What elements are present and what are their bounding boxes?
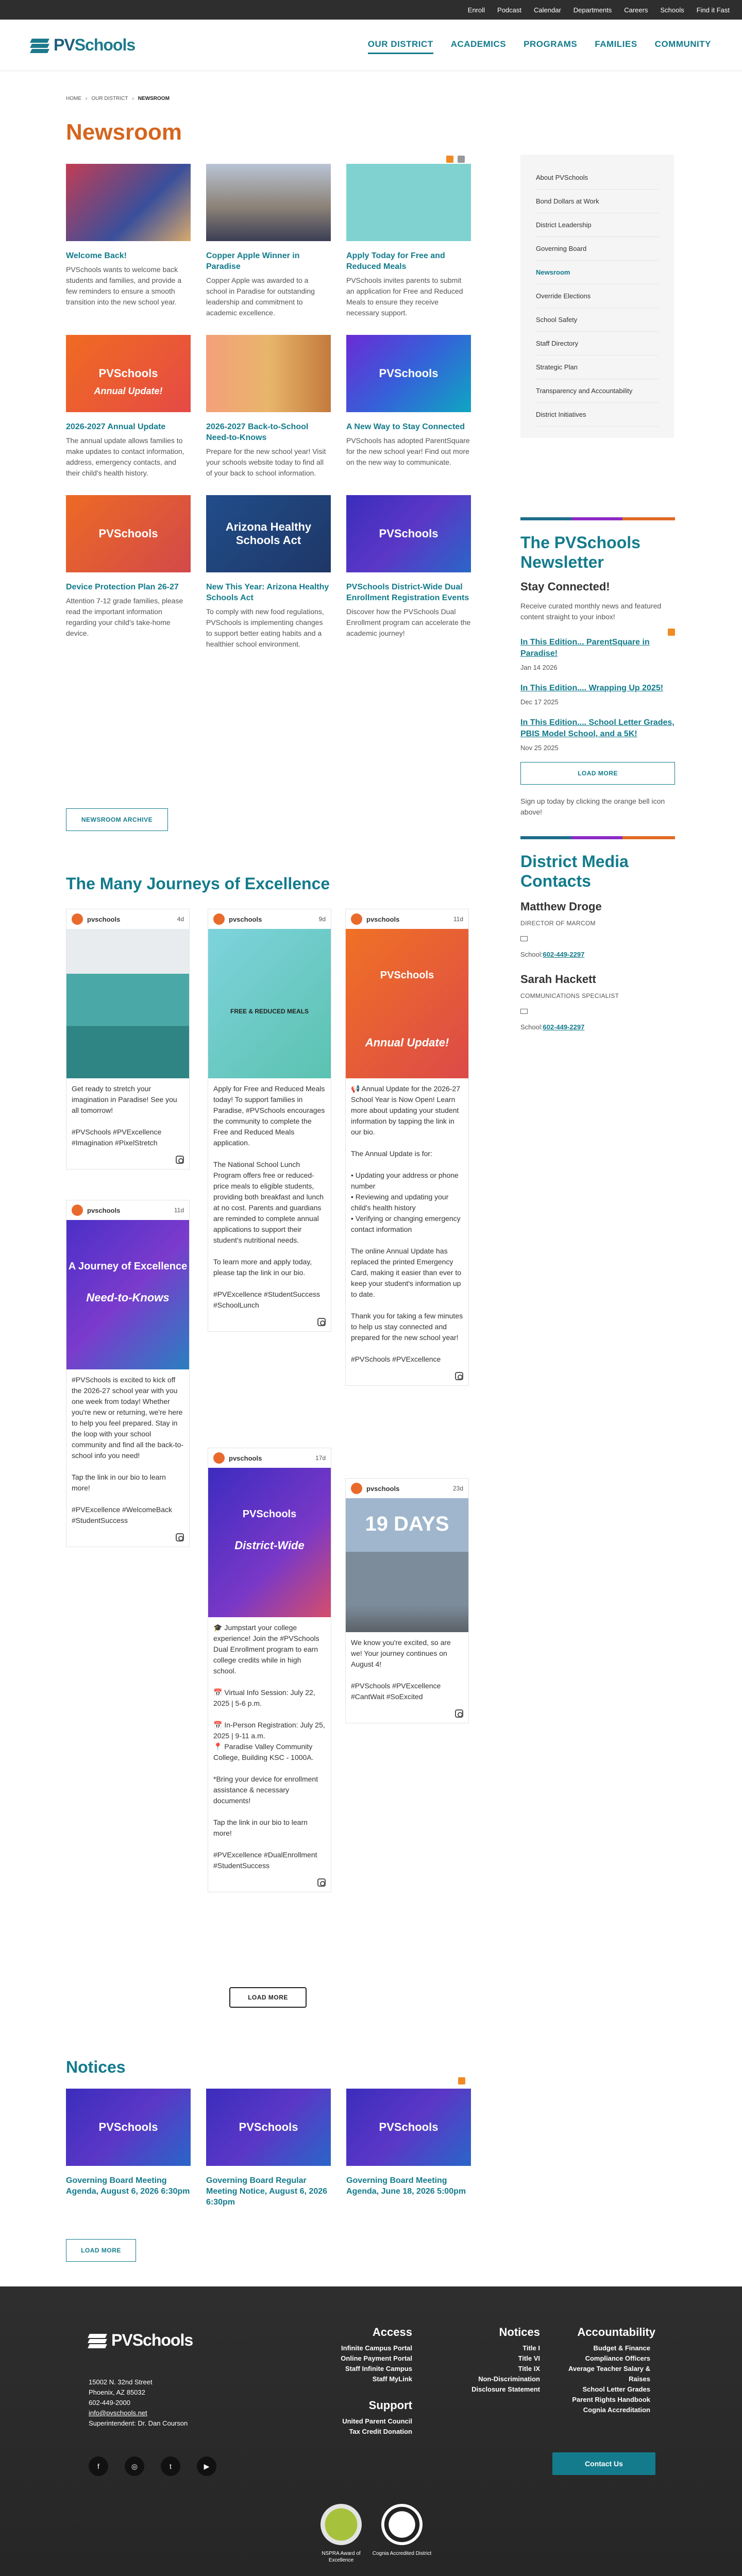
footer-link[interactable]: Tax Credit Donation [349, 2428, 412, 2435]
thumbnail-label: PVSchools [98, 367, 158, 380]
journeys-title: The Many Journeys of Excellence [66, 874, 330, 893]
instagram-icon[interactable] [317, 1878, 326, 1887]
newsletter-item-title[interactable]: In This Edition... ParentSquare in Paradise! [520, 638, 650, 658]
breadcrumb-item[interactable]: OUR DISTRICT [91, 96, 128, 101]
notice-title[interactable]: Governing Board Meeting Agenda, June 18, 2026 5:00pm [346, 2176, 466, 2196]
media-contacts-title: District Media Contacts [520, 852, 629, 890]
sidebar-nav-item[interactable]: About PVSchools [536, 166, 659, 190]
post-image-text: PVSchools [242, 1509, 297, 1520]
contact-phone-row [520, 951, 675, 958]
post-user[interactable] [351, 913, 399, 925]
facebook-icon[interactable]: f [89, 2456, 108, 2476]
social-post[interactable] [66, 1200, 190, 1547]
newsletter-subtitle: Stay Connected! [520, 580, 610, 593]
avatar [72, 1205, 83, 1216]
notices-rss-icon[interactable] [458, 2077, 465, 2084]
phone-link[interactable]: 602-449-2297 [543, 1023, 585, 1031]
phone-link[interactable]: 602-449-2297 [543, 951, 585, 958]
post-username: pvschools [366, 915, 400, 923]
main-nav-item[interactable]: OUR DISTRICT [368, 36, 433, 54]
news-thumbnail[interactable] [346, 335, 471, 412]
post-image[interactable] [208, 1468, 331, 1617]
sidebar-nav-item[interactable]: Override Elections [536, 284, 659, 308]
sidebar-nav-item[interactable]: Governing Board [536, 237, 659, 261]
contact-name: Sarah Hackett [520, 973, 596, 986]
contact-role: DIRECTOR OF MARCOM [520, 920, 596, 927]
avatar [351, 913, 362, 925]
notice-thumbnail[interactable] [206, 2089, 331, 2166]
breadcrumb-separator: › [132, 96, 134, 101]
footer-link[interactable]: Staff MyLink [372, 2375, 412, 2383]
footer-notices [471, 2326, 540, 2395]
news-thumbnail[interactable] [66, 495, 191, 572]
news-summary: PVSchools invites parents to submit an application for Free and Reduced Meals to ensure they receive necessary support. [346, 276, 463, 317]
post-header [66, 909, 189, 929]
footer-link[interactable]: Parent Rights Handbook [572, 2396, 650, 2403]
journeys-load-more-button[interactable]: LOAD MORE [229, 1987, 307, 2008]
avatar [213, 1452, 225, 1464]
news-summary: PVSchools has adopted ParentSquare for the new school year! Find out more on the new way to communicate. [346, 436, 470, 466]
breadcrumb-item[interactable]: HOME [66, 96, 81, 101]
post-image[interactable] [346, 929, 468, 1078]
footer-link[interactable]: Disclosure Statement [471, 2385, 540, 2393]
post-image[interactable] [66, 1220, 189, 1369]
post-age: 17d [315, 1454, 326, 1462]
twitter-icon[interactable]: t [161, 2456, 180, 2476]
news-card[interactable] [206, 164, 331, 318]
notice-card[interactable] [346, 2089, 471, 2208]
post-user[interactable] [213, 913, 262, 925]
notice-card[interactable] [206, 2089, 331, 2208]
news-card[interactable] [66, 164, 191, 318]
utility-link[interactable]: Enroll [467, 6, 485, 14]
instagram-icon[interactable] [317, 1318, 326, 1326]
post-user[interactable] [72, 1205, 120, 1216]
post-image[interactable] [346, 1498, 468, 1632]
post-username: pvschools [366, 1484, 400, 1493]
post-caption: We know you're excited, so are we! Your journey continues on August 4! #PVSchools #PVExcellence #CantWait #SoExcited [351, 1638, 451, 1701]
news-summary: Prepare for the new school year! Visit your schools website today to find all of your back to school information. [206, 447, 326, 477]
thumbnail-sublabel: Annual Update! [94, 386, 163, 396]
media-contacts-list [520, 900, 675, 1031]
instagram-icon[interactable] [455, 1709, 463, 1718]
media-divider [520, 836, 675, 839]
instagram-icon[interactable]: ◎ [125, 2456, 144, 2476]
news-card[interactable] [346, 335, 471, 479]
footer-logo-text: PVSchools [111, 2331, 193, 2349]
newsletter-load-more-button[interactable]: LOAD MORE [520, 762, 675, 785]
youtube-icon[interactable]: ▶ [197, 2456, 216, 2476]
utility-link[interactable]: Careers [624, 6, 648, 14]
news-thumbnail[interactable] [206, 335, 331, 412]
rss-icon[interactable] [446, 156, 453, 163]
sidebar-nav [520, 155, 674, 438]
news-thumbnail[interactable] [206, 164, 331, 241]
footer-access [341, 2326, 412, 2384]
footer-link[interactable]: Cognia Accreditation [583, 2406, 650, 2414]
newsletter-item-date: Jan 14 2026 [520, 664, 558, 671]
post-image-subtext: District-Wide [234, 1539, 305, 1552]
footer-column-title: Accountability [577, 2326, 655, 2338]
footer-link[interactable]: Title I [522, 2344, 540, 2352]
post-age: 4d [177, 915, 184, 923]
news-thumbnail[interactable] [66, 164, 191, 241]
main-nav-item[interactable]: PROGRAMS [524, 39, 578, 49]
newsletter-list [520, 637, 675, 752]
breadcrumb-separator: › [86, 96, 88, 101]
social-post[interactable] [345, 909, 469, 1386]
news-card[interactable] [206, 335, 331, 479]
news-card[interactable] [346, 495, 471, 650]
post-user[interactable] [351, 1483, 399, 1494]
post-caption: Apply for Free and Reduced Meals today! To support families in Paradise, #PVSchools encourages the community to complete the Free and Reduced Meals application. The National School Lunch Program offers free or reduced-price meals to eligible students, providing both breakfast and lunch at no cost. Parents and guardians are reminded to complete annual applications to support their student's nutritional needs. To learn more and apply today, please tap the link in our bio. #PVExcellence #StudentSuccess #SchoolLunch [213, 1084, 325, 1309]
phone-label: School: [520, 1023, 543, 1031]
newsletter-divider [520, 517, 675, 520]
thumbnail-label: PVSchools [379, 2121, 439, 2133]
address-line: 602-449-2000 [89, 2399, 130, 2406]
instagram-icon[interactable] [455, 1372, 463, 1380]
post-header [208, 909, 331, 929]
newsletter-item-title[interactable]: In This Edition.... Wrapping Up 2025! [520, 684, 664, 692]
breadcrumb-item: NEWSROOM [138, 96, 170, 101]
social-post[interactable] [208, 1448, 331, 1892]
newsletter-item-date: Dec 17 2025 [520, 698, 559, 706]
notices-load-more-button[interactable]: LOAD MORE [66, 2239, 136, 2262]
post-image-text: A Journey of Excellence [68, 1261, 188, 1272]
thumbnail-label: PVSchools [98, 527, 158, 540]
notices-grid [66, 2089, 471, 2208]
news-title[interactable]: 2026-2027 Back-to-School Need-to-Knows [206, 422, 309, 442]
news-summary: Discover how the PVSchools Dual Enrollment program can accelerate the academic journey! [346, 607, 471, 637]
newsletter-item-title[interactable]: In This Edition.... School Letter Grades, PBIS Model School, and a 5K! [520, 718, 674, 738]
thumbnail-label: PVSchools [98, 2121, 158, 2133]
avatar [72, 913, 83, 925]
logo-text: PVSchools [54, 36, 136, 54]
newsletter-blurb: Receive curated monthly news and featured content straight to your inbox! [520, 602, 662, 621]
logo-mark-icon [31, 37, 50, 54]
news-summary: The annual update allows families to make updates to contact information, address, emergency contacts, and their child's health history. [66, 436, 184, 477]
utility-link[interactable]: Schools [660, 6, 684, 14]
footer-link[interactable]: Average Teacher Salary & Raises [568, 2365, 650, 2383]
sidebar-nav-item[interactable]: Strategic Plan [536, 355, 659, 379]
address-line: Superintendent: Dr. Dan Courson [89, 2419, 188, 2427]
news-card[interactable] [206, 495, 331, 650]
sidebar-nav-item[interactable]: Staff Directory [536, 332, 659, 355]
news-summary: PVSchools wants to welcome back students and families, and provide a few reminders to ensure a smooth transition into the new school year. [66, 265, 182, 306]
post-footer [66, 1156, 189, 1169]
thumbnail-label: PVSchools [239, 2121, 298, 2133]
main-nav-item[interactable]: COMMUNITY [654, 39, 711, 49]
social-post[interactable] [66, 909, 190, 1170]
notice-title[interactable]: Governing Board Regular Meeting Notice, August 6, 2026 6:30pm [206, 2176, 328, 2207]
footer-support [342, 2399, 412, 2437]
news-card[interactable] [66, 335, 191, 479]
post-caption: Get ready to stretch your imagination in Paradise! See you all tomorrow! #PVSchools #PVExcellence #Imagination #PixelStretch [72, 1084, 177, 1147]
post-user[interactable] [72, 913, 120, 925]
news-card[interactable] [66, 495, 191, 650]
news-card[interactable] [346, 164, 471, 318]
post-image-subtext: Need-to-Knows [86, 1291, 170, 1304]
post-image[interactable] [208, 929, 331, 1078]
news-summary: To comply with new food regulations, PVSchools is implementing changes to support better eating habits and a healthier school environment. [206, 607, 324, 648]
site-header [0, 20, 742, 71]
news-summary: Attention 7-12 grade families, please read the important information regarding your child's take-home device. [66, 597, 183, 637]
utility-link[interactable]: Departments [573, 6, 612, 14]
news-title[interactable]: PVSchools District-Wide Dual Enrollment Registration Events [346, 583, 469, 602]
post-age: 11d [453, 915, 463, 923]
notice-thumbnail[interactable] [346, 2089, 471, 2166]
email-icon[interactable] [520, 936, 528, 941]
post-header [208, 1448, 331, 1468]
footer-link[interactable]: Compliance Officers [585, 2354, 650, 2362]
thumbnail-label: Arizona Healthy Schools Act [225, 520, 312, 547]
sidebar-nav-item[interactable]: Transparency and Accountability [536, 379, 659, 403]
post-user[interactable] [213, 1452, 262, 1464]
footer-link[interactable]: Non-Discrimination [478, 2375, 540, 2383]
footer-column-title: Support [368, 2399, 412, 2412]
social-post[interactable] [208, 909, 331, 1332]
notice-card[interactable] [66, 2089, 191, 2208]
news-title[interactable]: Copper Apple Winner in Paradise [206, 251, 300, 271]
utility-link[interactable]: Calendar [534, 6, 561, 14]
post-header [346, 1479, 468, 1498]
post-footer [208, 1318, 331, 1331]
news-summary: Copper Apple was awarded to a school in Paradise for outstanding leadership and commitment to academic excellence. [206, 276, 315, 317]
newsletter-item-date: Nov 25 2025 [520, 744, 559, 752]
thumbnail-label: PVSchools [379, 527, 439, 540]
email-icon[interactable] [520, 1009, 528, 1014]
sidebar-nav-item[interactable]: District Leadership [536, 213, 659, 237]
footer-column-title: Access [372, 2326, 412, 2338]
footer-link[interactable]: School Letter Grades [582, 2385, 650, 2393]
newsletter-block [520, 517, 675, 1031]
post-caption: #PVSchools is excited to kick off the 2026-27 school year with you one week from today! Whether you're new or returning, we're here to help you feel prepared. Stay in the loop with your school community and find all the back-to-school info you need! Tap the link in our bio to learn more! #PVExcellence #WelcomeBack #StudentSuccess [72, 1376, 184, 1524]
post-header [346, 909, 468, 929]
post-image-text: 19 DAYS [365, 1513, 449, 1535]
post-caption: 🎓 Jumpstart your college experience! Join the #PVSchools Dual Enrollment program to earn college credits while in high school. 📅 Virtual Info Session: July 22, 2025 | 5-6 p.m. 📅 In-Person Registration: July 25, 2025 | 9-11 a.m. 📍 Paradise Valley Community College, Building KSC - 1000A. *Bring your device for enrollment assistance & necessary documents! Tap the link in our bio to learn more! #PVExcellence #DualEnrollment #StudentSuccess [213, 1623, 325, 1870]
address-line: Phoenix, AZ 85032 [89, 2388, 145, 2396]
footer-link[interactable]: Infinite Campus Portal [341, 2344, 412, 2352]
post-image-text: PVSchools [380, 970, 434, 981]
newsroom-archive-button[interactable]: NEWSROOM ARCHIVE [66, 808, 168, 831]
instagram-icon[interactable] [176, 1533, 184, 1541]
contact-name: Matthew Droge [520, 900, 602, 913]
main-nav-item[interactable]: ACADEMICS [450, 39, 507, 49]
notice-title[interactable]: Governing Board Meeting Agenda, August 6, 2026 6:30pm [66, 2176, 190, 2196]
social-post[interactable] [345, 1478, 469, 1723]
main-nav-item[interactable]: FAMILIES [595, 39, 637, 49]
post-footer [346, 1709, 468, 1723]
post-image-text: FREE & REDUCED MEALS [230, 1008, 309, 1015]
site-logo[interactable] [31, 36, 135, 55]
post-footer [346, 1372, 468, 1385]
sidebar-nav-item[interactable]: Newsroom [536, 261, 659, 284]
news-thumbnail[interactable] [66, 335, 191, 412]
footer-column-title: Notices [499, 2326, 540, 2338]
contact-role: COMMUNICATIONS SPECIALIST [520, 992, 619, 999]
post-image[interactable] [66, 929, 189, 1078]
address-line: 15002 N. 32nd Street [89, 2378, 153, 2386]
contact-phone-row [520, 1023, 675, 1031]
utility-link[interactable]: Podcast [497, 6, 522, 14]
news-thumbnail[interactable] [206, 495, 331, 572]
newsletter-title: The PVSchools Newsletter [520, 533, 640, 571]
footer-link[interactable]: Staff Infinite Campus [345, 2365, 412, 2372]
newsletter-signup-text: Sign up today by clicking the orange bell icon above! [520, 797, 665, 816]
news-title[interactable]: New This Year: Arizona Healthy Schools Act [206, 583, 329, 602]
instagram-icon[interactable] [176, 1156, 184, 1164]
footer-link[interactable]: Online Payment Portal [341, 2354, 412, 2362]
contact-us-button[interactable]: Contact Us [552, 2452, 655, 2475]
post-username: pvschools [87, 1206, 121, 1214]
post-image-subtext: Annual Update! [365, 1036, 449, 1049]
footer-address [89, 2377, 188, 2429]
bell-icon[interactable] [668, 629, 675, 636]
address-line[interactable]: info@pvschools.net [89, 2409, 147, 2417]
notices-title: Notices [66, 2058, 126, 2076]
avatar [351, 1483, 362, 1494]
news-title[interactable]: A New Way to Stay Connected [346, 422, 465, 431]
sidebar-nav-item[interactable]: Bond Dollars at Work [536, 190, 659, 213]
post-age: 9d [318, 915, 326, 923]
post-username: pvschools [229, 915, 262, 923]
avatar [213, 913, 225, 925]
post-header [66, 1200, 189, 1220]
site-footer [0, 2286, 742, 2576]
print-icon[interactable] [458, 156, 465, 163]
phone-label: School: [520, 951, 543, 958]
post-username: pvschools [229, 1454, 262, 1462]
sidebar-nav-item[interactable]: School Safety [536, 308, 659, 332]
footer-link[interactable]: United Parent Council [342, 2417, 412, 2425]
page-title: Newsroom [66, 120, 182, 145]
news-title[interactable]: 2026-2027 Annual Update [66, 422, 166, 431]
news-thumbnail[interactable] [346, 495, 471, 572]
news-thumbnail[interactable] [346, 164, 471, 241]
sidebar-nav-item[interactable]: District Initiatives [536, 403, 659, 427]
post-footer [66, 1533, 189, 1547]
nspra-badge-label: NSPRA Award of Excellence [322, 2551, 361, 2563]
cognia-badge-label: Cognia Accredited District [372, 2551, 432, 2556]
news-grid [66, 164, 471, 650]
footer-logo-mark-icon [89, 2332, 108, 2349]
thumbnail-label: PVSchools [379, 367, 439, 380]
cognia-badge-icon [381, 2504, 423, 2545]
footer-logo[interactable] [89, 2331, 193, 2350]
news-title[interactable]: Device Protection Plan 26-27 [66, 583, 179, 591]
news-title[interactable]: Welcome Back! [66, 251, 127, 260]
footer-link[interactable]: Title VI [518, 2354, 540, 2362]
notice-thumbnail[interactable] [66, 2089, 191, 2166]
nspra-badge-icon [321, 2504, 362, 2545]
post-age: 11d [174, 1206, 184, 1214]
breadcrumb [66, 96, 170, 101]
footer-link[interactable]: Budget & Finance [593, 2344, 650, 2352]
footer-accountability [563, 2326, 655, 2415]
post-footer [208, 1878, 331, 1892]
news-title[interactable]: Apply Today for Free and Reduced Meals [346, 251, 445, 271]
utility-bar [0, 0, 742, 20]
main-nav [368, 36, 711, 54]
post-username: pvschools [87, 915, 121, 923]
post-caption: 📢 Annual Update for the 2026-27 School Year is Now Open! Learn more about updating your student information by tapping the link in our bio. The Annual Update is for: • Updating your address or phone number • Reviewing and updating your child's health history • Verifying or changing emergency contact information The online Annual Update has replaced the printed Emergency Card, making it easier than ever to keep your student's information up to date. Thank you for taking a few minutes to help us stay connected and prepared for the new school year! #PVSchools #PVExcellence [351, 1084, 463, 1363]
post-age: 23d [452, 1484, 463, 1492]
utility-link[interactable]: Find it Fast [696, 6, 730, 14]
footer-link[interactable]: Title IX [518, 2365, 540, 2372]
